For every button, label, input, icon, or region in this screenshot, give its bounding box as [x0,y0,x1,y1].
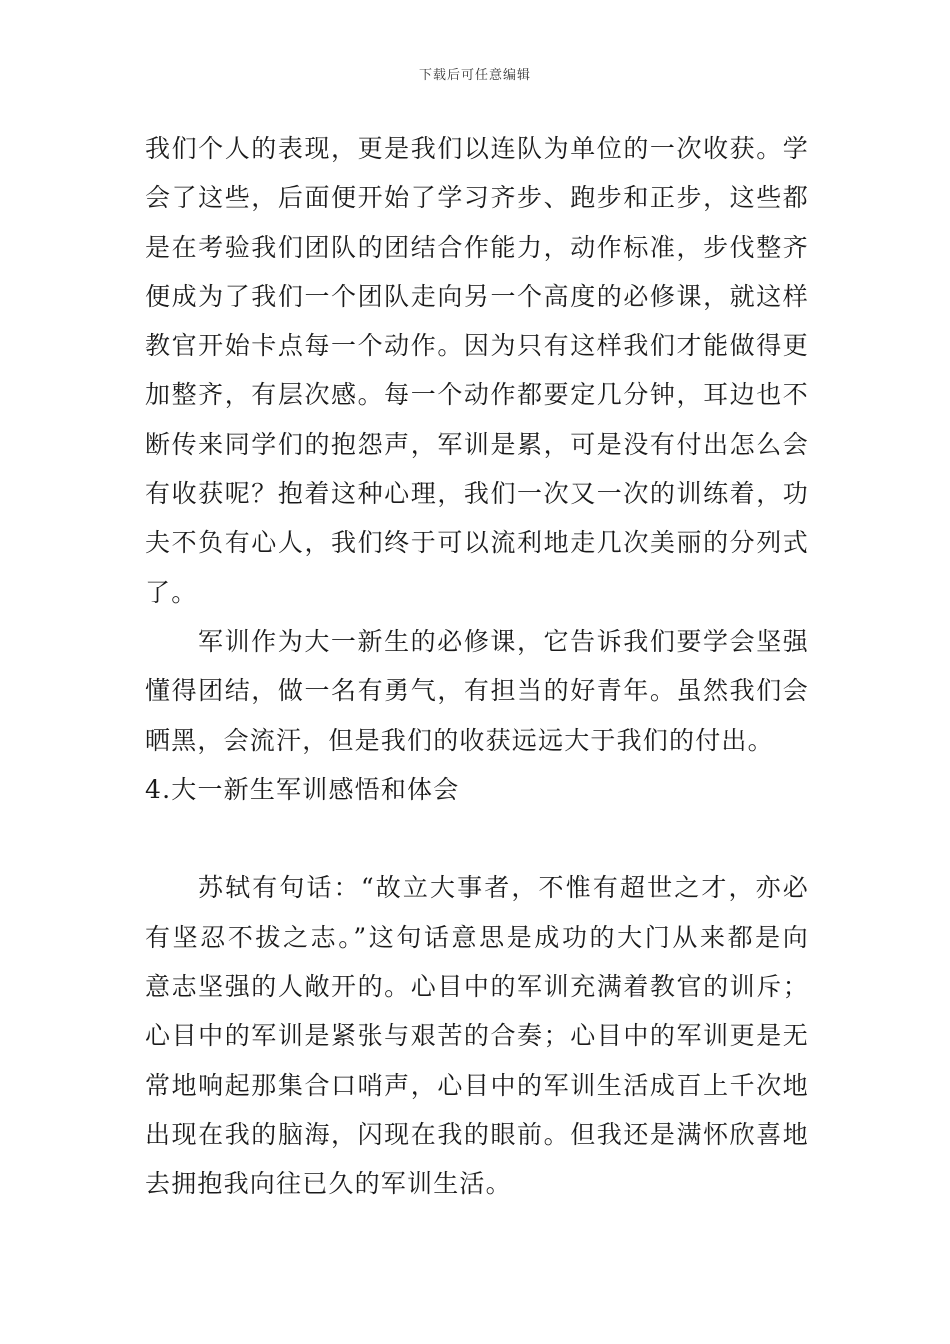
text-line: 军训作为大一新生的必修课，它告诉我们要学会坚强 [198,626,809,656]
section-heading: 4.大一新生军训感悟和体会 [145,774,460,804]
page-header: 下载后可任意编辑 [418,68,531,83]
paragraph-1 [145,124,809,617]
paragraph-3 [145,863,809,1208]
text-line: 苏轼有句话：“故立大事者，不惟有超世之才，亦必 [198,873,809,903]
text-line: 去拥抱我向往已久的军训生活。 [145,1169,512,1199]
text-line: 会了这些，后面便开始了学习齐步、跑步和正步，这些都 [145,183,809,213]
text-line: 出现在我的脑海，闪现在我的眼前。但我还是满怀欣喜地 [145,1119,809,1149]
text-line: 常地响起那集合口哨声，心目中的军训生活成百上千次地 [145,1070,809,1100]
text-line: 有收获呢？抱着这种心理，我们一次又一次的训练着，功 [145,479,809,509]
text-line: 心目中的军训是紧张与艰苦的合奏；心目中的军训更是无 [145,1021,809,1051]
text-line: 断传来同学们的抱怨声，军训是累，可是没有付出怎么会 [145,429,809,459]
text-line: 加整齐，有层次感。每一个动作都要定几分钟，耳边也不 [145,380,809,410]
text-line: 了。 [145,577,198,607]
blank-line [145,814,809,863]
text-line: 懂得团结，做一名有勇气，有担当的好青年。虽然我们会 [145,676,809,706]
text-line: 教官开始卡点每一个动作。因为只有这样我们才能做得更 [145,331,809,361]
text-line: 晒黑，会流汗，但是我们的收获远远大于我们的付出。 [145,725,774,755]
text-line: 夫不负有心人，我们终于可以流利地走几次美丽的分列式 [145,528,809,558]
text-line: 意志坚强的人敞开的。心目中的军训充满着教官的训斥； [145,972,809,1002]
text-line: 有坚忍不拔之志。”这句话意思是成功的大门从来都是向 [145,922,809,952]
document-body [145,124,809,1209]
text-line: 是在考验我们团队的团结合作能力，动作标准，步伐整齐 [145,232,809,262]
text-line: 便成为了我们一个团队走向另一个高度的必修课，就这样 [145,281,809,311]
paragraph-2 [145,617,809,765]
text-line: 我们个人的表现，更是我们以连队为单位的一次收获。学 [145,134,809,163]
